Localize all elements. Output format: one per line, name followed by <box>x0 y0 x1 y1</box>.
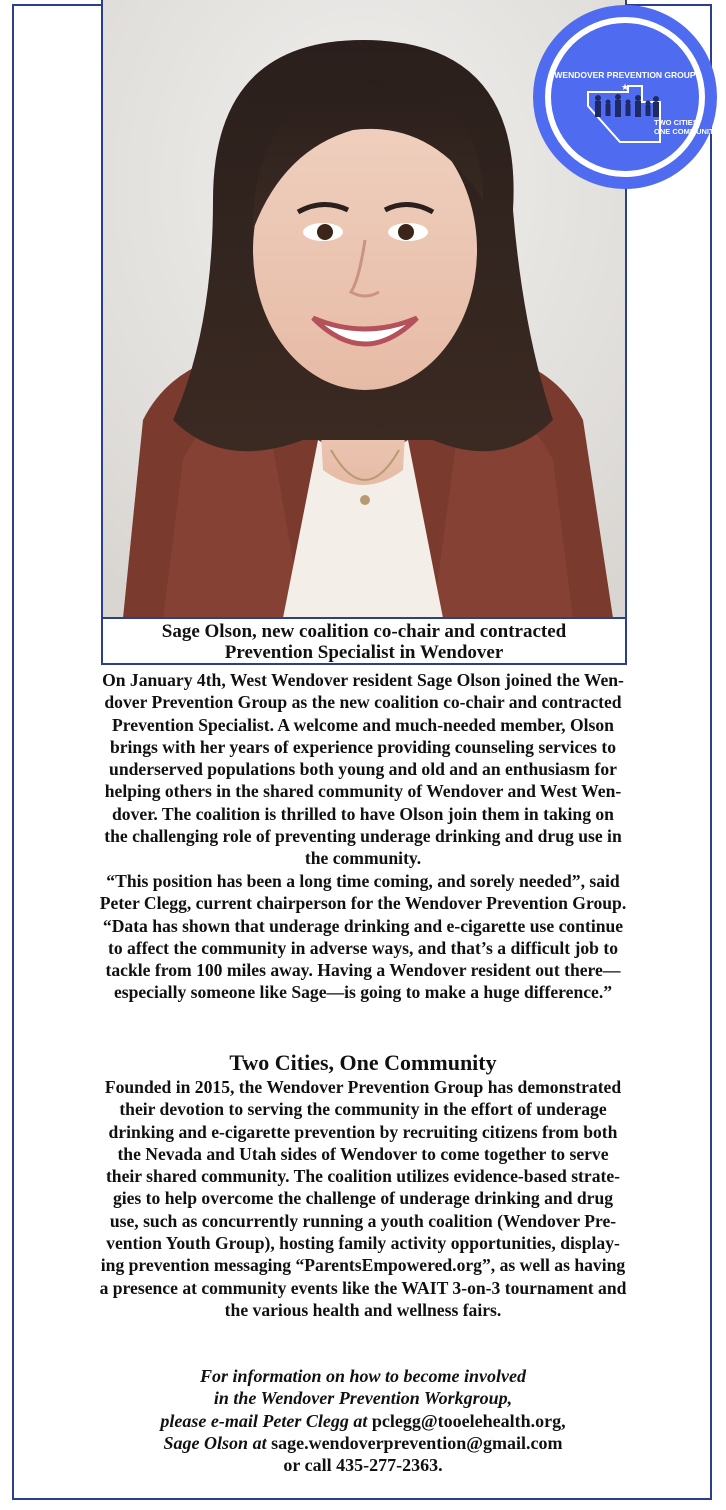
text-line: the various health and wellness fairs. <box>224 1299 502 1320</box>
text-line: to affect the community in adverse ways, and that’s a difficult job to <box>107 937 618 958</box>
text-line: the community. <box>304 848 422 869</box>
contact-line: For information on how to become involved <box>199 1366 526 1386</box>
caption-line: Sage Olson, new coalition co-chair and contracted <box>161 621 567 642</box>
text-line: their devotion to serving the community in the effort of underage <box>119 1099 607 1120</box>
text-line: On January 4th, West Wendover resident Sage Olson joined the Wen- <box>102 670 624 690</box>
text-line: the challenging role of preventing underage drinking and drug use in <box>104 826 622 847</box>
contact-line: Sage Olson at <box>163 1432 272 1453</box>
email-link-peter[interactable]: pclegg@tooelehealth.org, <box>371 1410 566 1431</box>
text-line: gies to help overcome the challenge of underage drinking and drug <box>112 1188 614 1209</box>
text-line: their shared community. The coalition utilizes evidence-based strate- <box>105 1166 621 1187</box>
text-line: “Data has shown that underage drinking and e-cigarette use continue <box>102 915 624 936</box>
section-heading: Two Cities, One Community <box>229 1050 497 1075</box>
logo-org-name: WENDOVER PREVENTION GROUP <box>554 70 696 80</box>
contact-line: in the Wendover Prevention Workgroup, <box>213 1388 513 1409</box>
text-line: ing prevention messaging “ParentsEmpowered.org”, as well as having <box>100 1255 626 1276</box>
text-line: dover Prevention Group as the new coalition co-chair and contracted <box>104 692 622 713</box>
text-line: dover. The coalition is thrilled to have Olson join them in taking on <box>112 803 614 824</box>
logo-tagline-2: ONE COMMUNITY <box>654 127 719 136</box>
text-line: the Nevada and Utah sides of Wendover to come together to serve <box>117 1143 609 1164</box>
article-paragraph-3 <box>30 1076 696 1321</box>
logo-tagline-1: TWO CITIES, <box>654 118 700 127</box>
text-line: brings with her years of experience providing counseling services to <box>109 736 617 757</box>
text-line: tackle from 100 miles away. Having a Wendover resident out there— <box>105 960 621 981</box>
phone-line: or call 435-277-2363. <box>283 1455 443 1476</box>
article-paragraph-1 <box>30 669 696 870</box>
text-line: a presence at community events like the WAIT 3-on-3 tournament and <box>99 1277 627 1298</box>
star-icon: ★ <box>621 83 630 93</box>
article-paragraph-2 <box>30 870 696 1004</box>
text-line: use, such as concurrently running a youth coalition (Wendover Pre- <box>109 1210 617 1231</box>
text-line: “This position has been a long time coming, and sorely needed”, said <box>106 871 620 891</box>
text-line: especially someone like Sage—is going to make a huge difference.” <box>113 982 613 1003</box>
text-line: vention Youth Group), hosting family activity opportunities, display- <box>106 1233 620 1254</box>
photo-caption <box>101 617 627 665</box>
text-line: drinking and e-cigarette prevention by recruiting citizens from both <box>108 1121 618 1142</box>
contact-line: please e-mail Peter Clegg at <box>160 1410 372 1431</box>
wendover-prevention-logo <box>530 2 720 192</box>
text-line: Peter Clegg, current chairperson for the Wendover Prevention Group. <box>99 893 627 914</box>
email-link-sage[interactable]: sage.wendoverprevention@gmail.com <box>271 1432 563 1453</box>
text-line: Founded in 2015, the Wendover Prevention Group has demonstrated <box>104 1077 622 1097</box>
text-line: Prevention Specialist. A welcome and much-needed member, Olson <box>112 714 614 735</box>
contact-info <box>30 1365 696 1476</box>
caption-line: Prevention Specialist in Wendover <box>224 642 504 663</box>
text-line: helping others in the shared community of Wendover and West Wen- <box>104 781 622 802</box>
text-line: underserved populations both young and old and an enthusiasm for <box>109 759 617 780</box>
